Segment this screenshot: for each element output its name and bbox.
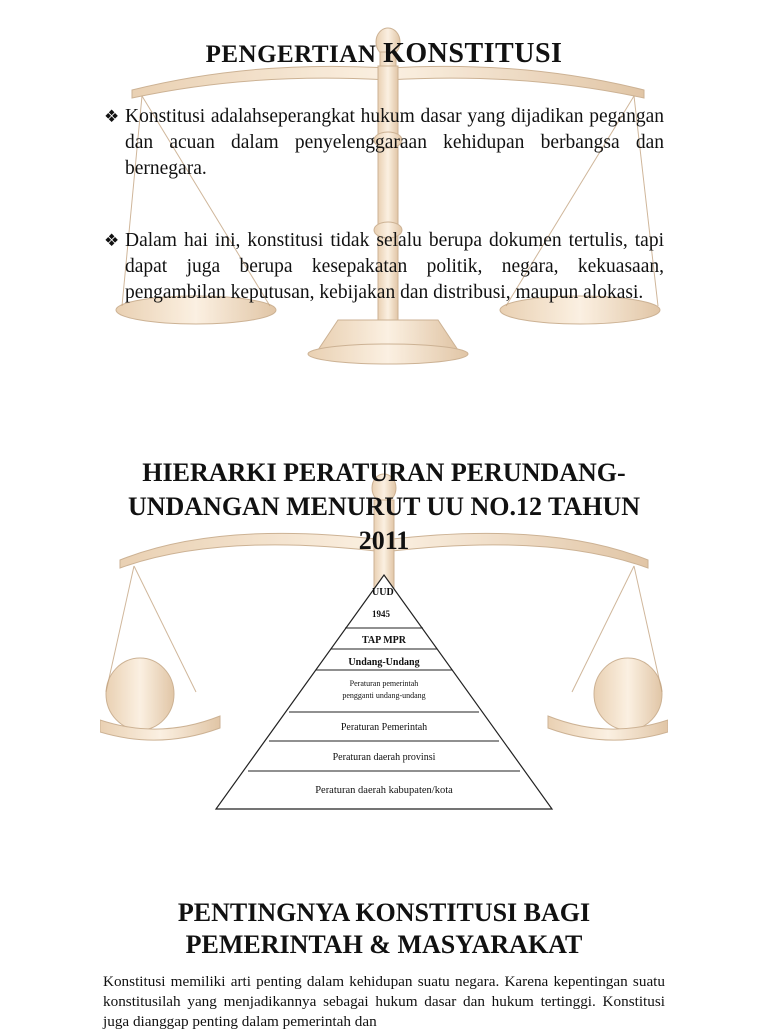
bullet-item	[104, 228, 664, 306]
pyramid-level-perpu-line2: pengganti undang-undang	[342, 691, 426, 700]
pyramid-level-uud: UUD	[372, 587, 394, 598]
pyramid-level-perpu: Peraturan pemerintah	[349, 679, 419, 688]
title-part-2: KONSTITUSI	[383, 38, 563, 69]
slide-title-pengertian	[0, 38, 768, 70]
bullet-text: Dalam hai ini, konstitusi tidak selalu berupa dokumen tertulis, tapi dapat juga berupa kesepakatan politik, negara, kekuasaan, pengambilan keputusan, kebijakan dan distribusi, maupun alokasi.	[125, 230, 664, 303]
bullet-list-1	[104, 104, 664, 182]
bullet-list-2	[104, 228, 664, 306]
pyramid-level-undang-undang: Undang-Undang	[348, 657, 420, 668]
pyramid-level-tap-mpr: TAP MPR	[362, 635, 406, 646]
title-line: PENTINGNYA KONSTITUSI BAGI	[177, 898, 591, 927]
diamond-bullet-icon: ❖	[104, 231, 120, 250]
slide-title-pentingnya	[0, 897, 768, 961]
balance-scale-watermark	[112, 20, 664, 372]
hierarchy-pyramid	[214, 573, 554, 811]
title-line: 2011	[358, 526, 410, 555]
pyramid-level-pp: Peraturan Pemerintah	[340, 722, 428, 733]
body-paragraph: Konstitusi memiliki arti penting dalam kehidupan suatu negara. Karena kepentingan suatu konstitusilah yang menjadikannya sebagai hukum dasar dan hukum tertinggi. Konstitusi juga dianggap penting dalam pemerintah dan	[103, 973, 665, 1030]
pyramid-level-perda-provinsi: Peraturan daerah provinsi	[332, 752, 436, 763]
bullet-text: Konstitusi adalahseperangkat hukum dasar yang dijadikan pegangan dan acuan dalam penyelenggaraan kehidupan berbangsa dan bernegara.	[125, 106, 664, 179]
bullet-item	[104, 104, 664, 182]
pyramid-level-uud-year: 1945	[372, 609, 390, 619]
pyramid-level-perda-kabupaten: Peraturan daerah kabupaten/kota	[315, 785, 453, 796]
title-line: PEMERINTAH & MASYARAKAT	[185, 930, 583, 959]
slide-title-hierarki	[0, 456, 768, 558]
title-line: HIERARKI PERATURAN PERUNDANG-	[142, 458, 626, 487]
title-line: UNDANGAN MENURUT UU NO.12 TAHUN	[127, 492, 641, 521]
title-part-1: PENGERTIAN	[205, 41, 377, 68]
diamond-bullet-icon: ❖	[104, 107, 120, 126]
